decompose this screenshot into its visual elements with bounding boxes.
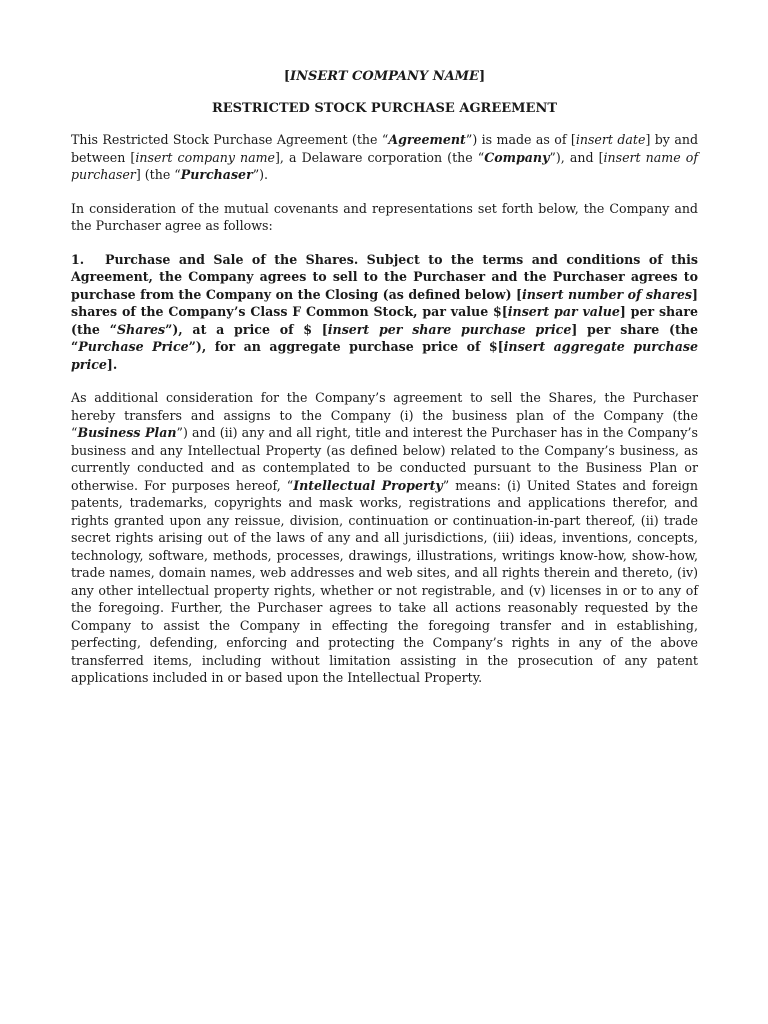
- intro-text: ”), and [: [549, 149, 604, 165]
- placeholder-insert-purchaser: insert name of purchaser: [71, 149, 699, 182]
- intro-text: This Restricted Stock Purchase Agreement (the “: [71, 132, 389, 147]
- intro-text: ”) is made as of [: [465, 132, 576, 147]
- section-text: ] shares of the Company’s Class F Common Stock, par value $[: [71, 286, 698, 319]
- defined-term-purchase-price: Purchase Price: [78, 339, 189, 354]
- section-text: ].: [106, 356, 118, 372]
- paragraph-text: As additional consideration for the Company’s agreement to sell the Shares, the Purchaser hereby transfers and assigns to the Company (i) the business plan of the Company (the “: [71, 390, 698, 440]
- bracket-open: [: [283, 69, 290, 84]
- section-number: 1.: [71, 251, 85, 267]
- placeholder-par-value: insert par value: [507, 304, 620, 319]
- intro-text: ] (the “: [135, 167, 181, 182]
- company-name-heading: [71, 68, 698, 86]
- defined-term-shares: Shares: [116, 321, 166, 337]
- defined-term-intellectual-property: Intellectual Property: [293, 477, 443, 493]
- consideration-paragraph: In consideration of the mutual covenants and representations set forth below, the Company and the Purchaser agree as follows:: [71, 200, 698, 233]
- section-text: ] per share (the “: [71, 321, 698, 354]
- intro-text: ] by and between [: [71, 132, 699, 165]
- additional-consideration-paragraph: [71, 389, 698, 687]
- defined-term-company: Company: [484, 149, 550, 165]
- intro-paragraph: [71, 131, 698, 184]
- company-name-placeholder: INSERT COMPANY NAME: [290, 69, 479, 84]
- bracket-close: ]: [478, 69, 486, 84]
- section-1-paragraph: [71, 251, 698, 374]
- placeholder-insert-company-name: insert company name: [135, 149, 276, 165]
- section-text: ] per share (the “: [71, 304, 698, 337]
- intro-text: ”).: [252, 167, 269, 182]
- defined-term-agreement: Agreement: [388, 132, 466, 147]
- placeholder-per-share-price: insert per share purchase price: [327, 321, 572, 337]
- defined-term-purchaser: Purchaser: [180, 167, 253, 182]
- document-title: RESTRICTED STOCK PURCHASE AGREEMENT: [211, 100, 558, 116]
- placeholder-aggregate-price: insert aggregate purchase price: [71, 339, 698, 372]
- section-text: ”), at a price of $ [: [165, 321, 328, 337]
- paragraph-text: ” means: (i) United States and foreign patents, trademarks, copyrights and mask works, registrations and applications therefor, and rights granted upon any reissue, division, continuation or continuation-in-part thereof, (ii) trade secret rights arising out of the laws of any and all jurisdictions, (iii) ideas, inventions, concepts, technology, software, methods, processes, drawings, illustrations, writings know-how, show-how, trade names, domain names, web addresses and web sites, and all rights therein and thereto, (iv) any other intellectual property rights, whether or not registrable, and (v) licenses in or to any of the foregoing. Further, the Purchaser agrees to take all actions reasonably requested by the Company to assist the Company in effecting the foregoing transfer and in establishing, perfecting, defending, enforcing and protecting the Company’s rights in any of the above transferred items, including without limitation assisting in the prosecution of any patent applications included in or based upon the Intellectual Property.: [71, 477, 698, 685]
- paragraph-text: ”) and (ii) any and all right, title and interest the Purchaser has in the Company’s business and any Intellectual Property (as defined below) related to the Company’s business, as currently conducted and as contemplated to be conducted pursuant to the Business Plan or otherwise. For purposes hereof, “: [71, 425, 698, 493]
- document-page: [71, 68, 698, 703]
- section-text: Purchase and Sale of the Shares. Subject to the terms and conditions of this Agreement, the Company agrees to sell to the Purchaser and the Purchaser agrees to purchase from the Company on the Closing (as defined below) [: [71, 251, 698, 302]
- intro-text: ], a Delaware corporation (the “: [275, 149, 485, 165]
- placeholder-insert-date: insert date: [575, 132, 646, 147]
- section-text: ”), for an aggregate purchase price of $[: [188, 339, 504, 354]
- placeholder-number-of-shares: insert number of shares: [522, 286, 693, 302]
- defined-term-business-plan: Business Plan: [77, 425, 177, 440]
